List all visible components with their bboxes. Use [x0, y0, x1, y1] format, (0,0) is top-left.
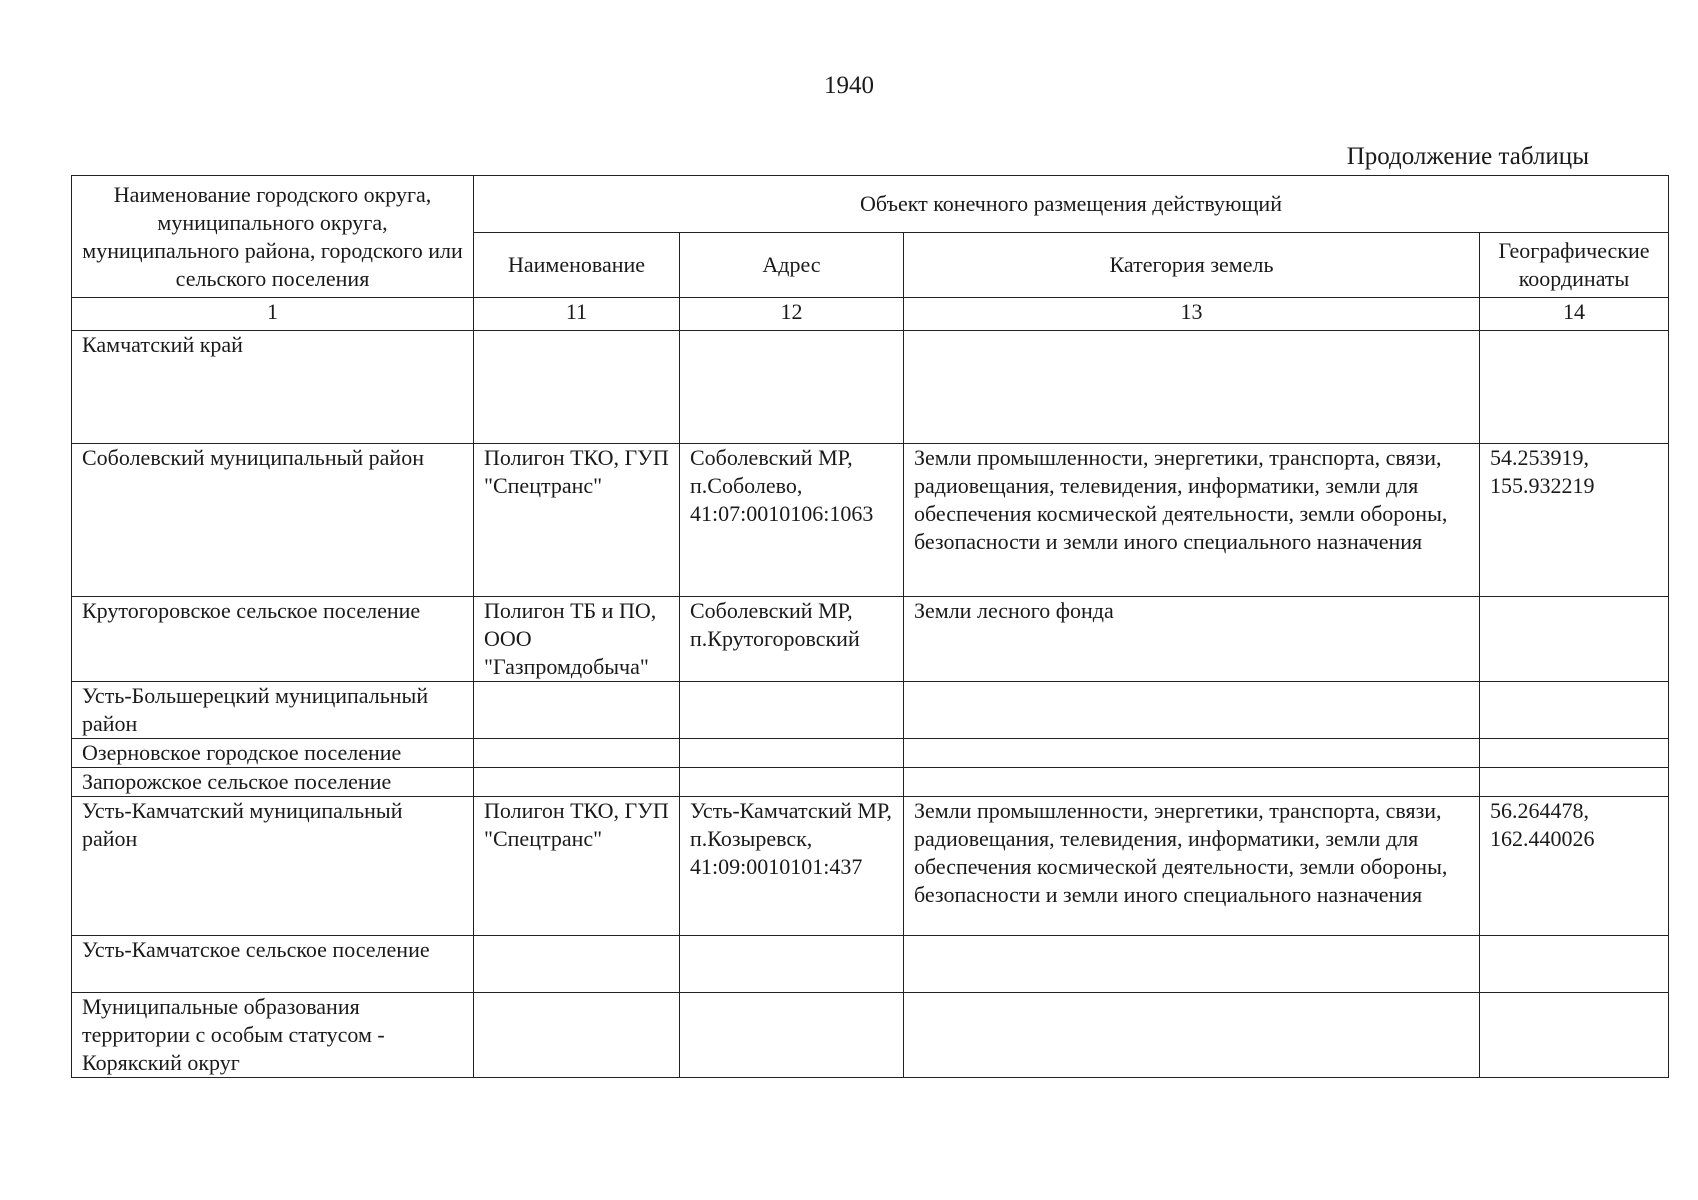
table-row: [72, 682, 1669, 739]
coordinates-cell: 54.253919, 155.932219: [1480, 444, 1669, 597]
address-cell: [680, 768, 904, 797]
table-row: [72, 993, 1669, 1078]
object-name-cell: [474, 936, 680, 993]
address-cell: [680, 331, 904, 444]
coordinates-cell: 56.264478, 162.440026: [1480, 797, 1669, 936]
table-row: [72, 739, 1669, 768]
municipality-cell: Озерновское городское поселение: [72, 739, 474, 768]
municipality-cell: Усть-Камчатский муниципальный район: [72, 797, 474, 936]
object-name-cell: [474, 993, 680, 1078]
address-cell: [680, 936, 904, 993]
table-row: [72, 936, 1669, 993]
address-cell: Соболевский МР, п.Крутогоровский: [680, 597, 904, 682]
land-category-cell: Земли промышленности, энергетики, транспорта, связи, радиовещания, телевидения, информатики, земли для обеспечения космической деятельности, земли обороны, безопасности и земли иного специального назначения: [904, 797, 1480, 936]
continuation-label: Продолжение таблицы: [1346, 143, 1589, 170]
municipality-cell: Запорожское сельское поселение: [72, 768, 474, 797]
header-land-category: Категория земель: [904, 233, 1480, 298]
column-number: 14: [1480, 298, 1669, 331]
municipality-cell: Усть-Большерецкий муниципальный район: [72, 682, 474, 739]
object-name-cell: [474, 768, 680, 797]
land-category-cell: [904, 682, 1480, 739]
header-row: [72, 176, 1669, 233]
land-category-cell: [904, 739, 1480, 768]
header-coordinates: Географические координаты: [1480, 233, 1669, 298]
address-cell: Усть-Камчатский МР, п.Козыревск, 41:09:0010101:437: [680, 797, 904, 936]
table-row: [72, 331, 1669, 444]
coordinates-cell: [1480, 682, 1669, 739]
municipality-cell: Усть-Камчатское сельское поселение: [72, 936, 474, 993]
land-category-cell: [904, 768, 1480, 797]
land-category-cell: Земли промышленности, энергетики, транспорта, связи, радиовещания, телевидения, информатики, земли для обеспечения космической деятельности, земли обороны, безопасности и земли иного специального назначения: [904, 444, 1480, 597]
column-number: 11: [474, 298, 680, 331]
header-object-group: Объект конечного размещения действующий: [474, 176, 1669, 233]
land-category-cell: [904, 936, 1480, 993]
page-number: 1940: [824, 72, 874, 99]
table-row: [72, 597, 1669, 682]
object-name-cell: [474, 331, 680, 444]
municipality-cell: Крутогоровское сельское поселение: [72, 597, 474, 682]
municipality-cell: Соболевский муниципальный район: [72, 444, 474, 597]
address-cell: [680, 682, 904, 739]
object-name-cell: [474, 682, 680, 739]
coordinates-cell: [1480, 597, 1669, 682]
column-number: 13: [904, 298, 1480, 331]
header-municipality: Наименование городского округа, муниципального округа, муниципального района, городского или сельского поселения: [72, 176, 474, 298]
municipality-cell: Камчатский край: [72, 331, 474, 444]
coordinates-cell: [1480, 993, 1669, 1078]
object-name-cell: Полигон ТКО, ГУП "Спецтранс": [474, 444, 680, 597]
settlements-table: [71, 175, 1669, 1078]
address-cell: [680, 993, 904, 1078]
object-name-cell: [474, 739, 680, 768]
address-cell: Соболевский МР, п.Соболево, 41:07:0010106:1063: [680, 444, 904, 597]
object-name-cell: Полигон ТКО, ГУП "Спецтранс": [474, 797, 680, 936]
coordinates-cell: [1480, 768, 1669, 797]
column-number: 1: [72, 298, 474, 331]
land-category-cell: Земли лесного фонда: [904, 597, 1480, 682]
table-row: [72, 768, 1669, 797]
land-category-cell: [904, 331, 1480, 444]
coordinates-cell: [1480, 331, 1669, 444]
column-number: 12: [680, 298, 904, 331]
header-object-name: Наименование: [474, 233, 680, 298]
column-number-row: [72, 298, 1669, 331]
municipality-cell: Муниципальные образования территории с особым статусом - Корякский округ: [72, 993, 474, 1078]
coordinates-cell: [1480, 936, 1669, 993]
table-row: [72, 444, 1669, 597]
land-category-cell: [904, 993, 1480, 1078]
address-cell: [680, 739, 904, 768]
table-row: [72, 797, 1669, 936]
coordinates-cell: [1480, 739, 1669, 768]
header-address: Адрес: [680, 233, 904, 298]
object-name-cell: Полигон ТБ и ПО, ООО "Газпромдобыча": [474, 597, 680, 682]
